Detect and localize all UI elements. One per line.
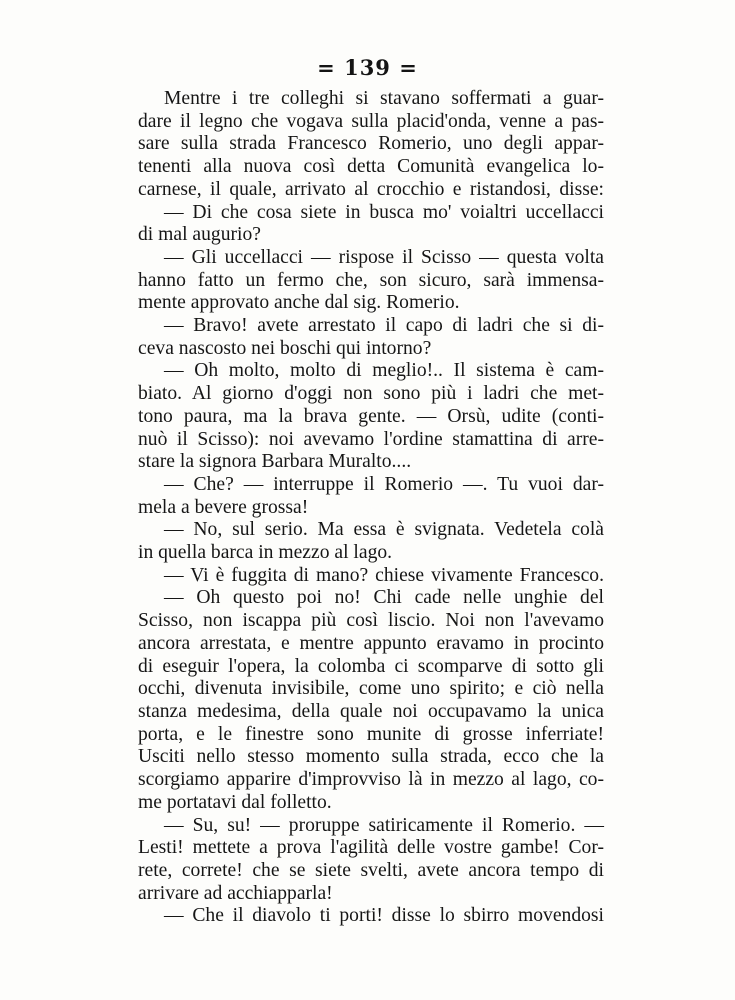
- text-line: carnese, il quale, arrivato al crocchio e ristandosi, disse:: [138, 178, 604, 200]
- text-line: tenenti alla nuova così detta Comunità evangelica lo-: [138, 156, 604, 178]
- text-line: — No, sul serio. Ma essa è svignata. Vedetela colà: [164, 519, 604, 541]
- text-line: sare sulla strada Francesco Romerio, uno degli appar-: [138, 133, 604, 155]
- text-line: di eseguir l'opera, la colomba ci scomparve di sotto gli: [138, 655, 604, 677]
- text-line: occhi, divenuta invisibile, come uno spirito; e ciò nella: [138, 678, 604, 700]
- text-line: scorgiamo apparire d'improvviso là in mezzo al lago, co-: [138, 769, 604, 791]
- text-line: — Oh molto, molto di meglio!.. Il sistema è cam-: [164, 360, 604, 382]
- text-line: arrivare ad acchiapparla!: [138, 882, 333, 904]
- text-line: mela a bevere grossa!: [138, 496, 309, 518]
- text-line: dare il legno che vogava sulla placid'onda, venne a pas-: [138, 110, 604, 132]
- text-line: ancora arrestata, e mentre appunto eravamo in procinto: [138, 632, 604, 654]
- text-line: — Bravo! avete arrestato il capo di ladri che si di-: [164, 315, 604, 337]
- text-line: — Vi è fuggita di mano? chiese vivamente Francesco.: [164, 564, 604, 586]
- text-line: in quella barca in mezzo al lago.: [138, 542, 393, 564]
- text-line: Mentre i tre colleghi si stavano soffermati a guar-: [164, 88, 604, 109]
- text-line: Usciti nello stesso momento sulla strada, ecco che la: [138, 746, 604, 768]
- text-line: stare la signora Barbara Muralto....: [138, 451, 412, 473]
- text-line: porta, e le finestre sono munite di grosse inferriate!: [138, 723, 604, 745]
- text-line: stanza medesima, della quale noi occupavamo la unica: [138, 700, 604, 722]
- text-line: Lesti! mettete a prova l'agilità delle vostre gambe! Cor-: [138, 837, 604, 859]
- text-line: di mal augurio?: [138, 224, 261, 246]
- body-text: [138, 88, 604, 928]
- text-line: ceva nascosto nei boschi qui intorno?: [138, 337, 432, 359]
- text-line: hanno fatto un fermo che, son sicuro, sarà immensa-: [138, 269, 604, 291]
- text-line: rete, correte! che se siete svelti, avete ancora tempo di: [138, 859, 604, 881]
- text-line: — Che? — interruppe il Romerio —. Tu vuoi dar-: [164, 473, 604, 495]
- text-line: — Di che cosa siete in busca mo' voialtri uccellacci: [164, 201, 604, 223]
- text-line: mente approvato anche dal sig. Romerio.: [138, 292, 460, 314]
- text-line: Scisso, non iscappa più così liscio. Noi non l'avevamo: [138, 610, 604, 632]
- text-line: — Su, su! — proruppe satiricamente il Romerio. —: [164, 814, 604, 836]
- text-line: — Gli uccellacci — rispose il Scisso — questa volta: [164, 246, 604, 268]
- text-line: tono paura, ma la brava gente. — Orsù, udite (conti-: [138, 405, 604, 427]
- text-line: biato. Al giorno d'oggi non sono più i ladri che met-: [138, 383, 604, 405]
- text-line: me portatavi dal folletto.: [138, 791, 332, 813]
- page-number: = 139 =: [317, 55, 418, 80]
- text-line: nuò il Scisso): noi avevamo l'ordine stamattina di arre-: [138, 428, 604, 450]
- text-line: — Oh questo poi no! Chi cade nelle unghie del: [164, 587, 604, 609]
- text-line: — Che il diavolo ti porti! disse lo sbirro movendosi: [164, 905, 604, 927]
